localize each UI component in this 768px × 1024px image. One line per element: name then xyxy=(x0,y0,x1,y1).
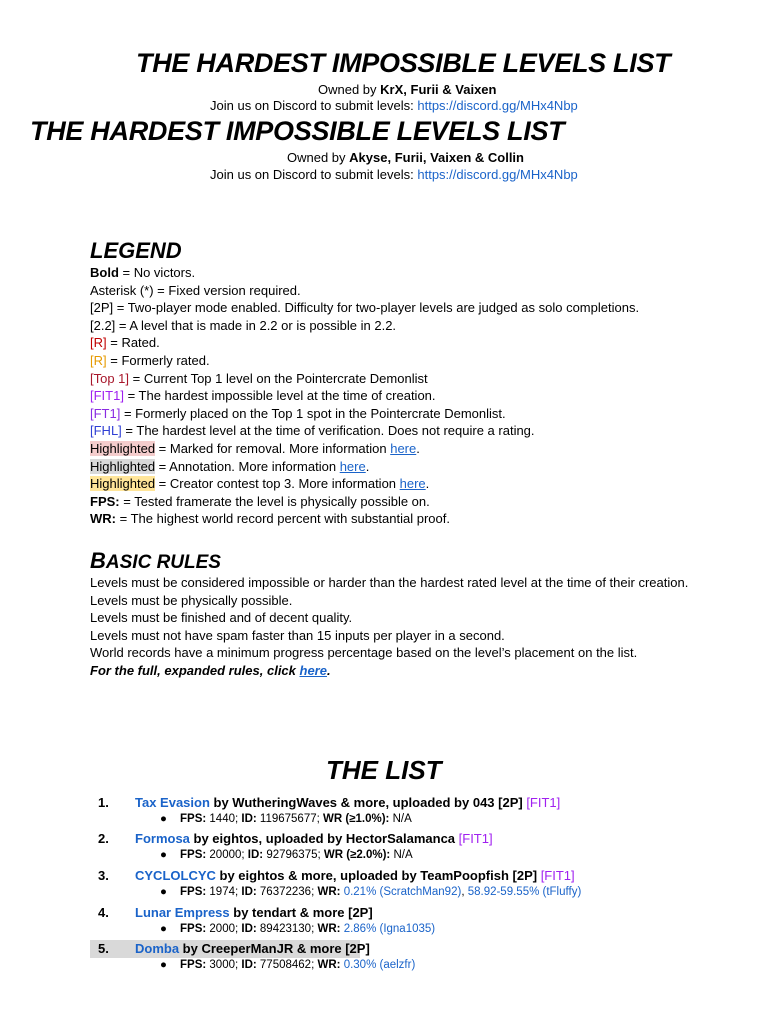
rules-list xyxy=(90,574,688,680)
page-title: THE HARDEST IMPOSSIBLE LEVELS LIST xyxy=(136,48,671,78)
legend-bold-desc: = No victors. xyxy=(118,265,196,280)
list-item-details xyxy=(160,923,435,935)
wr-label: WR: xyxy=(317,959,341,971)
wr-separator: , xyxy=(461,886,468,898)
legend-heading: LEGEND xyxy=(90,238,182,263)
ft1-desc: = Formerly placed on the Top 1 spot in the Pointercrate Demonlist. xyxy=(120,405,506,421)
level-name-link[interactable]: Tax Evasion xyxy=(135,795,210,810)
level-credits: by tendart & more [2P] xyxy=(229,905,373,920)
legend-fit1 xyxy=(90,387,639,405)
id-label: ID: xyxy=(241,886,257,898)
full-rules-link[interactable]: here xyxy=(299,662,327,678)
annotation-info-link[interactable]: here xyxy=(339,458,366,474)
fhl-tag: [FHL] xyxy=(90,423,122,439)
owned-prefix: Owned by xyxy=(318,82,381,97)
list-item-number: 1. xyxy=(98,795,109,810)
list-item-number: 4. xyxy=(98,905,109,920)
formerly-rated-desc: = Formerly rated. xyxy=(106,352,210,368)
bullet-icon: ● xyxy=(160,813,167,825)
highlight-annotation-desc: = Annotation. More information xyxy=(155,458,340,474)
legend-list xyxy=(90,264,639,528)
list-item-title xyxy=(135,795,560,810)
id-label: ID: xyxy=(241,813,257,825)
fps-value: 3000; xyxy=(206,959,242,971)
rule-item: World records have a minimum progress percentage based on the level’s placement on the list. xyxy=(90,645,638,661)
period: . xyxy=(425,476,430,492)
fps-desc: = Tested framerate the level is physically possible on. xyxy=(119,493,430,509)
highlight-removal-swatch: Highlighted xyxy=(90,440,156,456)
list-item-title xyxy=(135,831,493,846)
legend-ft1 xyxy=(90,405,639,423)
fit1-desc: = The hardest impossible level at the time of creation. xyxy=(123,388,436,404)
legend-asterisk: Asterisk (*) = Fixed version required. xyxy=(90,282,301,298)
fps-value: 1440; xyxy=(206,813,242,825)
discord-link[interactable]: https://discord.gg/MHx4Nbp xyxy=(417,167,578,182)
removal-info-link[interactable]: here xyxy=(390,440,417,456)
id-value: 89423130; xyxy=(256,923,318,935)
contest-info-link[interactable]: here xyxy=(399,476,426,492)
legend-bold-label: Bold xyxy=(90,265,119,280)
fps-value: 20000; xyxy=(206,849,248,861)
legend-22: [2.2] = A level that is made in 2.2 or is possible in 2.2. xyxy=(90,317,397,333)
owned-prefix: Owned by xyxy=(287,150,350,165)
discord-text: Join us on Discord to submit levels: xyxy=(210,98,418,113)
list-item-details xyxy=(160,959,415,971)
top1-tag: [Top 1] xyxy=(90,370,130,386)
bullet-icon: ● xyxy=(160,849,167,861)
list-item-title xyxy=(135,868,575,883)
discord-link[interactable]: https://discord.gg/MHx4Nbp xyxy=(417,98,578,113)
list-item-title xyxy=(135,941,370,956)
highlight-contest-swatch: Highlighted xyxy=(90,476,156,492)
legend-top1 xyxy=(90,370,639,388)
rule-item: Levels must be considered impossible or harder than the hardest rated level at the time of their creation. xyxy=(90,575,689,590)
legend-highlight-annotation xyxy=(90,458,639,476)
id-value: 119675677; xyxy=(256,813,324,825)
full-rules-suffix: . xyxy=(326,662,331,678)
level-tag: [FIT1] xyxy=(458,831,493,846)
level-credits: by eightos, uploaded by HectorSalamanca xyxy=(189,831,459,846)
wr-record-link[interactable]: 58.92-59.55% (tFluffy) xyxy=(467,886,582,898)
level-credits: by WutheringWaves & more, uploaded by 043 [2P] xyxy=(209,795,527,810)
wr-value: N/A xyxy=(389,813,412,825)
page-title-secondary: THE HARDEST IMPOSSIBLE LEVELS LIST xyxy=(30,116,565,146)
rated-tag: [R] xyxy=(90,335,107,351)
level-name-link[interactable]: Domba xyxy=(135,941,180,956)
fps-label: FPS: xyxy=(90,493,120,509)
wr-value: N/A xyxy=(390,849,413,861)
owners-line xyxy=(318,82,496,97)
fps-label: FPS: xyxy=(180,923,207,935)
id-label: ID: xyxy=(241,923,257,935)
wr-record-link[interactable]: 0.30% (aelzfr) xyxy=(343,959,416,971)
fps-label: FPS: xyxy=(180,813,207,825)
legend-bold xyxy=(90,264,639,282)
list-item-number: 2. xyxy=(98,831,109,846)
level-credits: by eightos & more, uploaded by TeamPoopfish [2P] xyxy=(215,868,541,883)
level-name-link[interactable]: Lunar Empress xyxy=(135,905,230,920)
period: . xyxy=(416,440,420,456)
list-item-details xyxy=(160,886,581,898)
fps-label: FPS: xyxy=(180,849,207,861)
ft1-tag: [FT1] xyxy=(90,405,121,421)
top1-desc: = Current Top 1 level on the Pointercrate Demonlist xyxy=(129,370,428,386)
wr-label: WR: xyxy=(90,511,116,527)
fhl-desc: = The hardest level at the time of verification. Does not require a rating. xyxy=(121,423,535,439)
formerly-rated-tag: [R] xyxy=(90,352,107,368)
rules-heading-initial: B xyxy=(90,548,106,573)
level-credits: by CreeperManJR & more [2P] xyxy=(179,941,370,956)
list-item-number: 5. xyxy=(98,941,109,956)
wr-label: WR (≥1.0%): xyxy=(323,813,390,825)
wr-record-link[interactable]: 2.86% (Igna1035) xyxy=(343,923,436,935)
list-item-number: 3. xyxy=(98,868,109,883)
level-name-link[interactable]: Formosa xyxy=(135,831,190,846)
wr-label: WR (≥2.0%): xyxy=(323,849,391,861)
legend-fhl xyxy=(90,422,639,440)
list-item-title xyxy=(135,905,373,920)
id-value: 92796375; xyxy=(263,849,324,861)
fit1-tag: [FIT1] xyxy=(90,388,124,404)
rule-item: Levels must be finished and of decent quality. xyxy=(90,610,353,626)
owners-names: Akyse, Furii, Vaixen & Collin xyxy=(349,150,524,165)
rated-desc: = Rated. xyxy=(106,335,160,351)
level-tag: [FIT1] xyxy=(526,795,561,810)
id-value: 76372236; xyxy=(256,886,318,898)
legend-wr xyxy=(90,510,639,528)
full-rules-line xyxy=(90,662,688,680)
rule-item: Levels must not have spam faster than 15 inputs per player in a second. xyxy=(90,627,505,643)
rules-heading-rest: ASIC RULES xyxy=(105,552,221,573)
owners-names: KrX, Furii & Vaixen xyxy=(380,82,497,97)
period: . xyxy=(365,458,370,474)
fps-label: FPS: xyxy=(180,959,207,971)
fps-value: 2000; xyxy=(206,923,242,935)
legend-fps xyxy=(90,493,639,511)
bullet-icon: ● xyxy=(160,923,167,935)
discord-line-secondary xyxy=(210,167,578,182)
wr-label: WR: xyxy=(317,923,341,935)
bullet-icon: ● xyxy=(160,886,167,898)
highlight-contest-desc: = Creator contest top 3. More information xyxy=(155,476,400,492)
highlight-annotation-swatch: Highlighted xyxy=(90,458,156,474)
list-item-details xyxy=(160,813,412,825)
highlight-removal-desc: = Marked for removal. More information xyxy=(155,440,391,456)
fps-label: FPS: xyxy=(180,886,207,898)
wr-label: WR: xyxy=(317,886,341,898)
id-value: 77508462; xyxy=(256,959,318,971)
level-tag: [FIT1] xyxy=(540,868,575,883)
legend-formerly-rated xyxy=(90,352,639,370)
legend-highlight-removal xyxy=(90,440,639,458)
legend-2p: [2P] = Two-player mode enabled. Difficulty for two-player levels are judged as solo completions. xyxy=(90,300,640,316)
id-label: ID: xyxy=(241,959,257,971)
list-item-details xyxy=(160,849,413,861)
id-label: ID: xyxy=(247,849,264,861)
legend-highlight-contest xyxy=(90,475,639,493)
bullet-icon: ● xyxy=(160,959,167,971)
owners-line-secondary xyxy=(287,150,524,165)
full-rules-prefix: For the full, expanded rules, click xyxy=(90,662,300,678)
list-heading: THE LIST xyxy=(326,755,442,785)
wr-desc: = The highest world record percent with substantial proof. xyxy=(116,511,450,527)
rules-heading xyxy=(90,548,221,574)
rule-item: Levels must be physically possible. xyxy=(90,592,293,608)
discord-text: Join us on Discord to submit levels: xyxy=(210,167,418,182)
level-name-link[interactable]: CYCLOLCYC xyxy=(135,868,216,883)
fps-value: 1974; xyxy=(206,886,242,898)
discord-line xyxy=(210,98,578,113)
wr-record-link[interactable]: 0.21% (ScratchMan92) xyxy=(343,886,462,898)
legend-rated xyxy=(90,334,639,352)
